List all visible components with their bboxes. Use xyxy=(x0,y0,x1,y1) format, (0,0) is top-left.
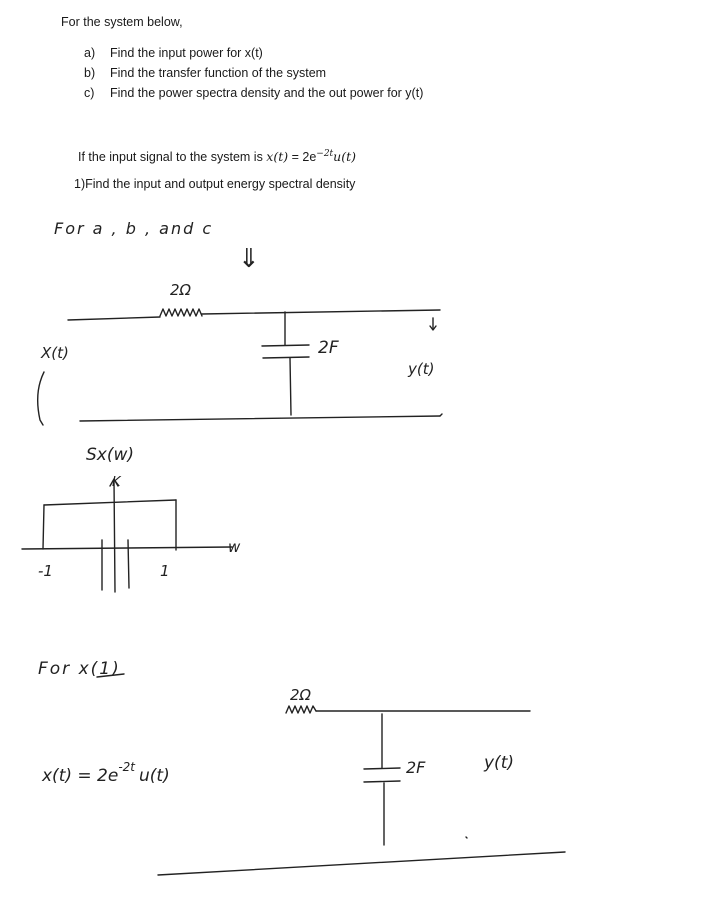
header-2-strike xyxy=(97,674,124,677)
capacitor-2-plate-top xyxy=(364,768,400,769)
circuit-1-output-terminal-bottom xyxy=(440,414,442,416)
circuit-2-dot xyxy=(466,837,467,838)
tick-neg-label: -1 xyxy=(38,562,53,580)
input-1-terminal-curve xyxy=(38,372,44,425)
axis-w-label: w xyxy=(228,538,241,556)
signal-lhs: x(t) xyxy=(266,149,289,165)
problem-intro: For the system below, xyxy=(61,15,183,29)
circuit-2-bottom-wire xyxy=(158,852,565,875)
signal-prefix: If the input signal to the system is xyxy=(78,150,267,165)
circuit-1-top-wire-left xyxy=(68,317,160,320)
capacitor-2-plate-bottom xyxy=(364,781,400,782)
spectrum-vertical-axis xyxy=(114,480,115,592)
input-2-eq-tail: u(t) xyxy=(139,766,170,786)
input-1-label: X(t) xyxy=(41,344,69,362)
resistor-1-zigzag xyxy=(160,309,202,316)
part-a-marker: a) xyxy=(84,46,96,60)
spectrum-tick-pos xyxy=(128,540,129,588)
handwritten-header-abc: For a , b , and c xyxy=(54,219,214,238)
resistor-1-label: 2Ω xyxy=(170,281,192,299)
resistor-2-zigzag xyxy=(286,706,316,713)
part-b-marker: b) xyxy=(84,66,96,80)
part-c-text: Find the power spectra density and the out power for y(t) xyxy=(110,86,424,100)
capacitor-1-label: 2F xyxy=(318,338,339,358)
signal-rhs: u(t) xyxy=(333,149,356,165)
capacitor-1-lead-bottom xyxy=(290,358,291,415)
tick-pos-label: 1 xyxy=(160,562,170,580)
capacitor-2-label: 2F xyxy=(406,758,426,777)
part-c-marker: c) xyxy=(84,86,95,100)
down-arrow-icon: ⇓ xyxy=(238,244,260,274)
signal-eq: = 2e xyxy=(288,150,317,165)
capacitor-1-plate-top xyxy=(262,345,309,346)
part-b-text: Find the transfer function of the system xyxy=(110,66,327,80)
circuit-1-bottom-wire xyxy=(80,416,440,421)
output-1-label: y(t) xyxy=(408,360,435,378)
question-1: 1)Find the input and output energy spectral density xyxy=(74,177,356,191)
resistor-2-label: 2Ω xyxy=(290,686,312,704)
signal-exponent: −2t xyxy=(316,149,334,159)
circuit-1-top-wire-right xyxy=(202,310,440,314)
spectrum-height-label: K xyxy=(112,475,121,490)
spectrum-label: Sx(w) xyxy=(86,445,135,465)
input-2-eq-lhs: x(t) = 2e xyxy=(42,766,119,786)
input-2-eq-exponent: -2t xyxy=(118,760,135,774)
spectrum-horizontal-axis xyxy=(22,547,232,549)
handwritten-header-2: For x(1) xyxy=(38,659,121,679)
capacitor-1-plate-bottom xyxy=(263,357,309,358)
spectrum-rect-top xyxy=(44,500,176,505)
spectrum-rect-left xyxy=(43,505,44,549)
output-2-label: y(t) xyxy=(484,753,514,773)
part-a-text: Find the input power for x(t) xyxy=(110,46,263,60)
